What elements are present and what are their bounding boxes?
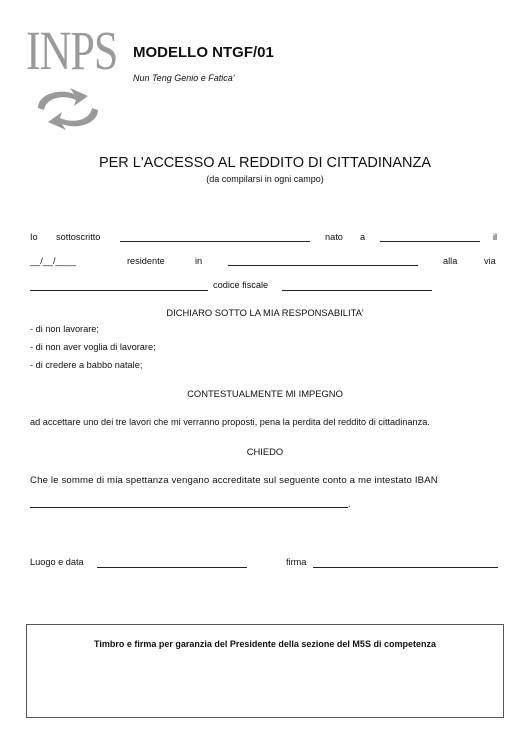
label-codice-fiscale: codice fiscale bbox=[213, 280, 269, 290]
declaration-item: - di credere a babbo natale; bbox=[30, 360, 143, 370]
iban-field[interactable] bbox=[30, 507, 348, 508]
document-subtitle: (da compilarsi in ogni campo) bbox=[206, 174, 324, 184]
residence-field[interactable] bbox=[228, 265, 418, 266]
stamp-text: Timbro e firma per garanzia del Presidente della sezione del M5S di competenza bbox=[94, 639, 436, 649]
label-in: in bbox=[195, 256, 203, 266]
label-firma: firma bbox=[286, 557, 307, 567]
label-luogo-data: Luogo e data bbox=[30, 557, 84, 567]
label-a: a bbox=[360, 232, 366, 242]
request-text: Che le somme di mia spettanza vengano accreditate sul seguente conto a me intestato IBAN bbox=[30, 475, 438, 486]
declaration-item: - di non aver voglia di lavorare; bbox=[30, 342, 156, 352]
birthdate-field[interactable]: __/__/____ bbox=[30, 256, 76, 266]
label-il: il bbox=[493, 232, 498, 242]
declaration-heading: DICHIARO SOTTO LA MIA RESPONSABILITA' bbox=[166, 307, 364, 318]
inps-logo-symbol-icon bbox=[30, 86, 106, 132]
commitment-text: ad accettare uno dei tre lavori che mi verranno proposti, pena la perdita del reddito di cittadinanza. bbox=[30, 417, 430, 427]
label-io: Io bbox=[30, 232, 38, 242]
document-title: PER L'ACCESSO AL REDDITO DI CITTADINANZA bbox=[98, 155, 432, 171]
name-field[interactable] bbox=[120, 241, 310, 242]
label-residente: residente bbox=[127, 256, 165, 266]
birthplace-field[interactable] bbox=[380, 241, 480, 242]
declaration-item: - di non lavorare; bbox=[30, 324, 99, 334]
iban-end-mark: . bbox=[348, 499, 351, 509]
place-date-field[interactable] bbox=[97, 567, 247, 568]
model-code: MODELLO NTGF/01 bbox=[133, 44, 274, 61]
commitment-heading: CONTESTUALMENTE MI IMPEGNO bbox=[187, 388, 343, 399]
label-via: via bbox=[484, 256, 496, 266]
inps-logo-text: INPS bbox=[26, 20, 118, 82]
street-field[interactable] bbox=[30, 290, 208, 291]
label-sottoscritto: sottoscritto bbox=[56, 232, 101, 242]
request-heading: CHIEDO bbox=[246, 446, 284, 457]
model-subtitle: Nun Teng Genio e Fatica' bbox=[133, 73, 235, 83]
signature-field[interactable] bbox=[313, 567, 498, 568]
label-nato: nato bbox=[325, 232, 343, 242]
label-alla: alla bbox=[443, 256, 458, 266]
tax-code-field[interactable] bbox=[282, 290, 432, 291]
